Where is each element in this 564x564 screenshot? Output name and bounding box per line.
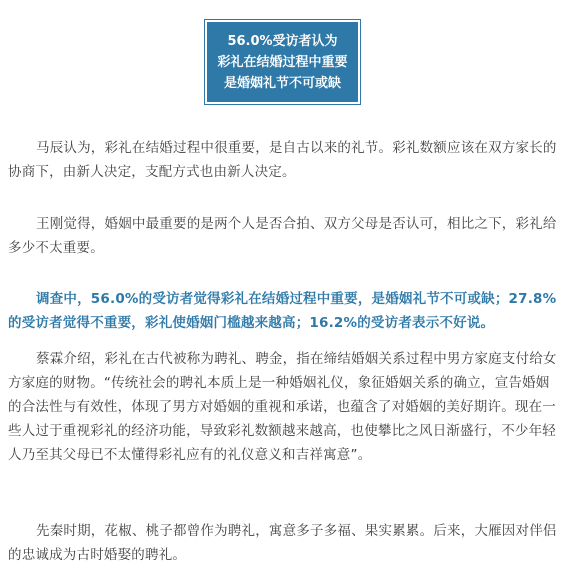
paragraph-pre-qin: 先秦时期，花椒、桃子都曾作为聘礼，寓意多子多福、果实累累。后来，大雁因对伴侣的忠诚成为古时婚娶的聘礼。 [8,523,557,563]
section-title-box [205,20,360,104]
paragraph-wang-gang: 王刚觉得，婚姻中最重要的是两个人是否合拍、双方父母是否认可，相比之下，彩礼给多少不太重要。 [8,216,557,256]
section-title-line-3: 是婚姻礼节不可或缺 [223,75,341,91]
paragraph-cai-lin: 蔡霖介绍，彩礼在古代被称为聘礼、聘金，指在缔结婚姻关系过程中男方家庭支付给女方家庭的财物。“传统社会的聘礼本质上是一种婚姻礼仪，象征婚姻关系的确立，宣告婚姻的合法性与有效性，体现了男方对婚姻的重视和承诺，也蕴含了对婚姻的美好期许。现在一些人过于重视彩礼的经济功能，导致彩礼数额越来越高，也使攀比之风日渐盛行，不少年轻人乃至其父母已不太懂得彩礼应有的礼仪意义和吉祥寓意”。 [8,351,557,463]
paragraph-ma-chen: 马辰认为，彩礼在结婚过程中很重要，是自古以来的礼节。彩礼数额应该在双方家长的协商下，由新人决定，支配方式也由新人决定。 [8,140,557,180]
section-title-line-1: 56.0%受访者认为 [227,33,338,49]
section-title-line-2: 彩礼在结婚过程中重要 [217,54,348,70]
paragraph-survey-highlight: 调查中，56.0%的受访者觉得彩礼在结婚过程中重要，是婚姻礼节不可或缺；27.8%的受访者觉得不重要，彩礼使婚姻门槛越来越高；16.2%的受访者表示不好说。 [8,291,557,331]
